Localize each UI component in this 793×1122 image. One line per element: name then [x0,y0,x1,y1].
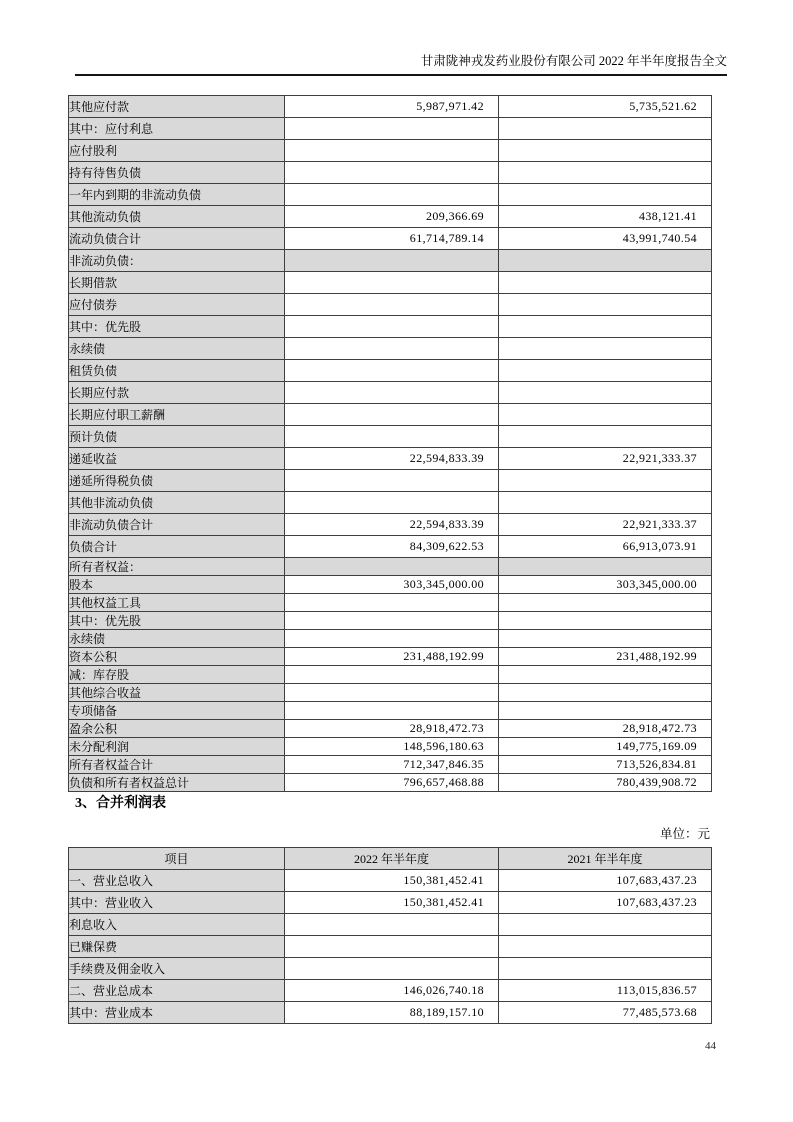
row-label: 其中：优先股 [69,316,285,338]
value-2021 [499,630,712,648]
table-row [69,558,712,576]
value-2021: 22,921,333.37 [499,448,712,470]
row-label: 所有者权益合计 [69,756,285,774]
value-2021: 713,526,834.81 [499,756,712,774]
value-2021 [499,250,712,272]
value-2022: 22,594,833.39 [285,448,499,470]
row-label: 专项储备 [69,702,285,720]
row-label: 未分配利润 [69,738,285,756]
value-2021: 5,735,521.62 [499,96,712,118]
value-2022: 148,596,180.63 [285,738,499,756]
value-2021 [499,382,712,404]
value-2022 [285,492,499,514]
value-2021 [499,702,712,720]
row-label: 非流动负债合计 [69,514,285,536]
table-header-row [69,848,712,870]
column-header-1: 2022 年半年度 [285,848,499,870]
table-row [69,702,712,720]
value-2021: 22,921,333.37 [499,514,712,536]
value-2021 [499,594,712,612]
row-label: 长期应付职工薪酬 [69,404,285,426]
value-2022 [285,382,499,404]
value-2021: 780,439,908.72 [499,774,712,792]
row-label: 利息收入 [69,914,285,936]
table-row [69,648,712,666]
value-2021 [499,316,712,338]
row-label: 所有者权益： [69,558,285,576]
value-2022 [285,936,499,958]
report-header-title: 甘肃陇神戎发药业股份有限公司 2022 年半年度报告全文 [420,54,727,68]
row-label: 负债合计 [69,536,285,558]
table-row [69,118,712,140]
value-2022: 28,918,472.73 [285,720,499,738]
value-2021 [499,936,712,958]
table-row [69,684,712,702]
row-label: 非流动负债： [69,250,285,272]
section-title: 3、合并利润表 [75,796,166,811]
value-2021 [499,558,712,576]
table-row [69,630,712,648]
value-2022 [285,558,499,576]
value-2021: 28,918,472.73 [499,720,712,738]
row-label: 递延收益 [69,448,285,470]
value-2022 [285,666,499,684]
table-row [69,184,712,206]
value-2022: 150,381,452.41 [285,892,499,914]
value-2022 [285,338,499,360]
row-label: 负债和所有者权益总计 [69,774,285,792]
header-divider [75,74,727,76]
table-row [69,206,712,228]
value-2022 [285,914,499,936]
table-row [69,294,712,316]
value-2021 [499,294,712,316]
column-header-2: 2021 年半年度 [499,848,712,870]
value-2022 [285,684,499,702]
table-row [69,514,712,536]
column-header-0: 项目 [69,848,285,870]
table-row [69,738,712,756]
value-2022: 231,488,192.99 [285,648,499,666]
row-label: 一、营业总收入 [69,870,285,892]
row-label: 其中：营业收入 [69,892,285,914]
table-row [69,914,712,936]
table-row [69,492,712,514]
value-2021 [499,958,712,980]
value-2022: 88,189,157.10 [285,1002,499,1024]
value-2021 [499,118,712,140]
value-2021: 77,485,573.68 [499,1002,712,1024]
table-row [69,426,712,448]
table-row [69,162,712,184]
value-2021 [499,272,712,294]
unit-label: 单位：元 [659,827,710,841]
table-row [69,448,712,470]
value-2022: 209,366.69 [285,206,499,228]
value-2022: 61,714,789.14 [285,228,499,250]
value-2021 [499,140,712,162]
value-2022: 150,381,452.41 [285,870,499,892]
row-label: 其中：营业成本 [69,1002,285,1024]
row-label: 盈余公积 [69,720,285,738]
row-label: 持有待售负债 [69,162,285,184]
table-row [69,404,712,426]
value-2021 [499,360,712,382]
value-2022: 796,657,468.88 [285,774,499,792]
table-row [69,338,712,360]
row-label: 长期借款 [69,272,285,294]
row-label: 其他权益工具 [69,594,285,612]
value-2022 [285,184,499,206]
row-label: 租赁负债 [69,360,285,382]
value-2021 [499,184,712,206]
row-label: 二、营业总成本 [69,980,285,1002]
value-2022 [285,470,499,492]
value-2021: 107,683,437.23 [499,870,712,892]
row-label: 其他综合收益 [69,684,285,702]
row-label: 流动负债合计 [69,228,285,250]
value-2022 [285,360,499,382]
table-row [69,756,712,774]
table-row [69,140,712,162]
value-2021 [499,404,712,426]
table-row [69,536,712,558]
value-2021 [499,338,712,360]
table-row [69,720,712,738]
table-row [69,958,712,980]
value-2022 [285,294,499,316]
value-2022 [285,612,499,630]
value-2021: 149,775,169.09 [499,738,712,756]
table-row [69,1002,712,1024]
value-2021 [499,612,712,630]
table-row [69,936,712,958]
value-2022 [285,316,499,338]
table-row [69,870,712,892]
value-2022: 84,309,622.53 [285,536,499,558]
row-label: 其他应付款 [69,96,285,118]
table-row [69,272,712,294]
value-2021 [499,492,712,514]
table-row [69,594,712,612]
table-row [69,250,712,272]
table-row [69,382,712,404]
value-2022 [285,958,499,980]
row-label: 递延所得税负债 [69,470,285,492]
table-row [69,360,712,382]
table-row [69,316,712,338]
table-row [69,576,712,594]
value-2021: 303,345,000.00 [499,576,712,594]
value-2022 [285,162,499,184]
value-2021 [499,684,712,702]
row-label: 手续费及佣金收入 [69,958,285,980]
value-2022 [285,594,499,612]
row-label: 应付股利 [69,140,285,162]
row-label: 永续债 [69,630,285,648]
row-label: 其中：优先股 [69,612,285,630]
value-2021: 43,991,740.54 [499,228,712,250]
row-label: 永续债 [69,338,285,360]
value-2021: 107,683,437.23 [499,892,712,914]
value-2022 [285,118,499,140]
value-2022: 5,987,971.42 [285,96,499,118]
value-2021 [499,426,712,448]
row-label: 其他流动负债 [69,206,285,228]
value-2022 [285,426,499,448]
table-row [69,892,712,914]
value-2021 [499,666,712,684]
row-label: 其他非流动负债 [69,492,285,514]
value-2022 [285,250,499,272]
value-2022 [285,272,499,294]
value-2022 [285,140,499,162]
value-2022 [285,630,499,648]
value-2021: 113,015,836.57 [499,980,712,1002]
row-label: 已赚保费 [69,936,285,958]
row-label: 其中：应付利息 [69,118,285,140]
table-row [69,612,712,630]
table-row [69,666,712,684]
value-2021 [499,914,712,936]
row-label: 一年内到期的非流动负债 [69,184,285,206]
value-2021 [499,162,712,184]
row-label: 资本公积 [69,648,285,666]
value-2022 [285,404,499,426]
value-2021: 231,488,192.99 [499,648,712,666]
value-2021 [499,470,712,492]
table-row [69,470,712,492]
table-row [69,774,712,792]
row-label: 股本 [69,576,285,594]
income-statement-table [68,847,712,1024]
row-label: 减：库存股 [69,666,285,684]
row-label: 长期应付款 [69,382,285,404]
table-row [69,96,712,118]
table-row [69,980,712,1002]
value-2022: 712,347,846.35 [285,756,499,774]
row-label: 应付债券 [69,294,285,316]
value-2022: 22,594,833.39 [285,514,499,536]
page-number: 44 [705,1040,716,1052]
table-row [69,228,712,250]
row-label: 预计负债 [69,426,285,448]
balance-sheet-table [68,95,712,792]
value-2022 [285,702,499,720]
value-2021: 438,121.41 [499,206,712,228]
value-2022: 146,026,740.18 [285,980,499,1002]
value-2021: 66,913,073.91 [499,536,712,558]
value-2022: 303,345,000.00 [285,576,499,594]
